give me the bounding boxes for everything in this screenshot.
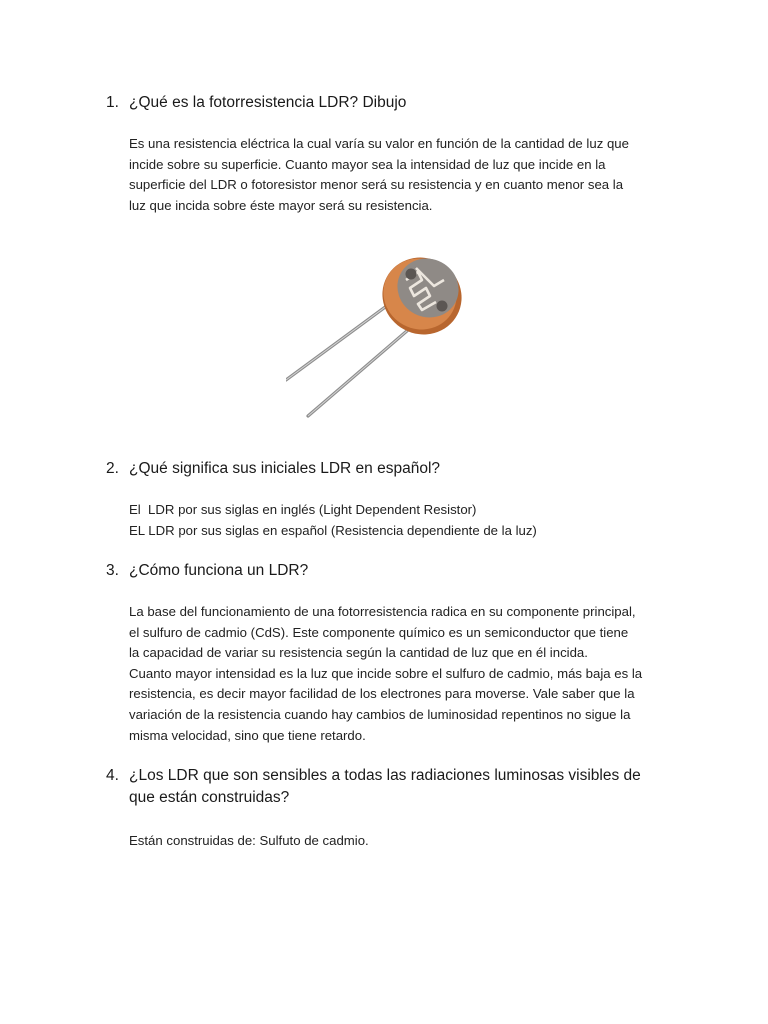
question-text: ¿Cómo funciona un LDR? xyxy=(129,562,309,579)
answer-line: Es una resistencia eléctrica la cual varía su valor en función de la cantidad de luz que xyxy=(129,136,629,151)
question-text-line: que están construidas? xyxy=(129,789,290,806)
answer-3 xyxy=(129,602,669,746)
answer-line: misma velocidad, sino que tiene retardo. xyxy=(129,727,366,743)
answer-1 xyxy=(129,134,669,216)
question-text: ¿Qué es la fotorresistencia LDR? Dibujo xyxy=(129,94,407,111)
ldr-electrode-bottom xyxy=(437,301,448,312)
ldr-electrode-top xyxy=(406,269,417,280)
question-number: 3. xyxy=(106,562,119,579)
answer-line: resistencia, es decir mayor facilidad de los electrones para moverse. Vale saber que la xyxy=(129,686,635,702)
answer-line: variación de la resistencia cuando hay cambios de luminosidad repentinos no sigue la xyxy=(129,706,631,722)
answer-2 xyxy=(129,500,669,541)
answer-line: Cuanto mayor intensidad es la luz que incide sobre el sulfuro de cadmio, más baja es la xyxy=(129,665,643,681)
answer-line: la capacidad de variar su resistencia según la cantidad de luz que en él incida. xyxy=(129,645,588,661)
question-number: 1. xyxy=(106,94,119,111)
ldr-lead-right-highlight xyxy=(308,330,408,416)
ldr-lead-left-highlight xyxy=(286,302,392,380)
question-text-line: ¿Los LDR que son sensibles a todas las radiaciones luminosas visibles de xyxy=(129,767,641,784)
answer-line: Están construidas de: Sulfuto de cadmio. xyxy=(129,833,369,848)
ldr-photo xyxy=(286,252,482,418)
answer-line: EL LDR por sus siglas en español (Resistencia dependiente de la luz) xyxy=(129,522,537,538)
answer-line: El LDR por sus siglas en inglés (Light Dependent Resistor) xyxy=(129,502,477,517)
question-number: 4. xyxy=(106,767,119,784)
question-2 xyxy=(106,458,666,480)
question-4 xyxy=(106,765,666,809)
question-1 xyxy=(106,92,666,114)
answer-line: La base del funcionamiento de una fotorresistencia radica en su componente principal, xyxy=(129,604,636,619)
answer-line: incide sobre su superficie. Cuanto mayor sea la intensidad de luz que incide en la xyxy=(129,156,606,172)
question-3 xyxy=(106,560,666,582)
question-text: ¿Qué significa sus iniciales LDR en español? xyxy=(129,460,441,477)
answer-line: el sulfuro de cadmio (CdS). Este componente químico es un semiconductor que tiene xyxy=(129,624,629,640)
answer-line: superficie del LDR o fotoresistor menor será su resistencia y en cuanto menor sea la xyxy=(129,177,624,193)
answer-4 xyxy=(129,831,669,852)
ldr-illustration xyxy=(286,252,482,418)
answer-line: luz que incida sobre éste mayor será su resistencia. xyxy=(129,197,433,213)
question-number: 2. xyxy=(106,460,119,477)
